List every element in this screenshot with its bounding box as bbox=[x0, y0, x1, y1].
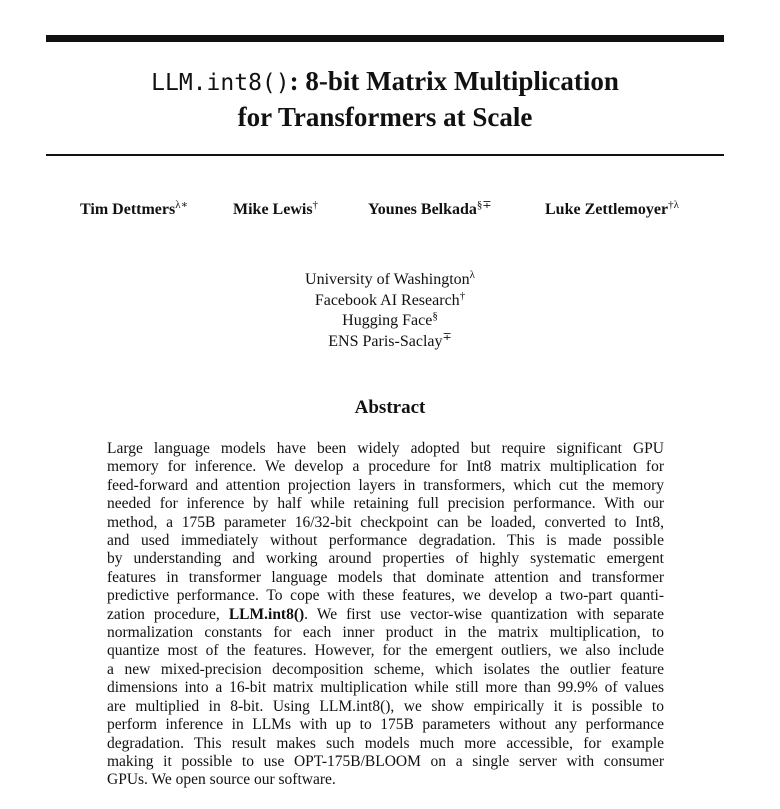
method-name: LLM.int8() bbox=[228, 605, 305, 623]
abstract-line: predictive performance. To cope with these features, we develop a two-part quanti- bbox=[107, 587, 664, 605]
affiliation-name: University of Washington bbox=[305, 271, 470, 288]
author-1 bbox=[80, 201, 188, 219]
title-line-2: for Transformers at Scale bbox=[237, 102, 533, 132]
paper-title bbox=[46, 64, 724, 134]
affiliation-mark: λ bbox=[469, 269, 475, 281]
abstract-line: by understanding and working around properties of highly systematic emergent bbox=[107, 550, 664, 568]
author-marks: §∓ bbox=[476, 199, 492, 211]
author-3 bbox=[368, 201, 492, 219]
top-rule bbox=[46, 35, 724, 42]
abstract-line: making it possible to use OPT-175B/BLOOM on a single server with consumer bbox=[107, 752, 664, 770]
affiliation-1 bbox=[0, 270, 780, 291]
abstract-text: zation procedure, bbox=[107, 605, 229, 623]
abstract-line: are multiplied in 8-bit. Using LLM.int8(), we show empirically it is possible to bbox=[107, 697, 664, 715]
abstract-text: . We first use vector-wise quantization with separate bbox=[304, 605, 664, 623]
abstract-line: method, a 175B parameter 16/32-bit checkpoint can be loaded, converted to Int8, bbox=[107, 513, 664, 531]
abstract-line: normalization constants for each inner product in the matrix multiplication, to bbox=[107, 624, 664, 642]
abstract-line: feed-forward and attention projection layers in transformers, which cut the memory bbox=[107, 476, 664, 494]
title-bottom-rule bbox=[46, 154, 724, 156]
affiliation-mark: ∓ bbox=[442, 330, 452, 343]
author-list bbox=[0, 201, 780, 225]
author-2 bbox=[233, 201, 318, 219]
abstract-line: features in transformer language models that dominate attention and transformer bbox=[107, 568, 664, 586]
title-code-part: LLM.int8() bbox=[151, 70, 290, 96]
author-marks: † bbox=[312, 199, 319, 211]
abstract-line: quantize most of the features. However, for the emergent outliers, we also include bbox=[107, 642, 664, 660]
affiliation-2 bbox=[0, 291, 780, 312]
author-marks: λ∗ bbox=[175, 199, 189, 211]
abstract-line: and used immediately without performance degradation. This is made possible bbox=[107, 532, 664, 550]
abstract-line: dimensions into a 16-bit matrix multiplication while still more than 99.9% of values bbox=[107, 679, 664, 697]
author-name: Luke Zettlemoyer bbox=[545, 201, 669, 218]
affiliation-list bbox=[0, 270, 780, 352]
author-name: Tim Dettmers bbox=[80, 201, 176, 218]
author-name: Mike Lewis bbox=[233, 201, 313, 218]
abstract-line: memory for inference. We develop a procedure for Int8 matrix multiplication for bbox=[107, 458, 664, 476]
affiliation-mark: § bbox=[432, 310, 438, 322]
affiliation-name: Hugging Face bbox=[342, 312, 433, 329]
abstract-line: GPUs. We open source our software. bbox=[107, 771, 336, 789]
abstract-line bbox=[107, 606, 664, 624]
affiliation-3 bbox=[0, 311, 780, 332]
abstract-line: perform inference in LLMs with up to 175B parameters without any performance bbox=[107, 716, 664, 734]
title-line-1 bbox=[46, 64, 724, 100]
author-name: Younes Belkada bbox=[368, 201, 477, 218]
title-line1-rest: : 8-bit Matrix Multiplication bbox=[289, 66, 619, 96]
author-marks: †λ bbox=[668, 199, 679, 211]
affiliation-name: ENS Paris-Saclay bbox=[328, 332, 443, 350]
abstract-line: needed for inference by half while retaining full precision performance. With our bbox=[107, 495, 664, 513]
affiliation-mark: † bbox=[459, 289, 466, 302]
abstract-heading: Abstract bbox=[354, 397, 426, 418]
abstract-line: degradation. This result makes such models much more accessible, for example bbox=[107, 734, 664, 752]
abstract-body bbox=[107, 440, 664, 790]
abstract-line: Large language models have been widely adopted but require significant GPU bbox=[107, 440, 664, 457]
author-4 bbox=[545, 201, 679, 219]
affiliation-name: Facebook AI Research bbox=[314, 291, 460, 309]
abstract-line: a new mixed-precision decomposition scheme, which isolates the outlier feature bbox=[107, 660, 664, 678]
affiliation-4 bbox=[0, 332, 780, 353]
